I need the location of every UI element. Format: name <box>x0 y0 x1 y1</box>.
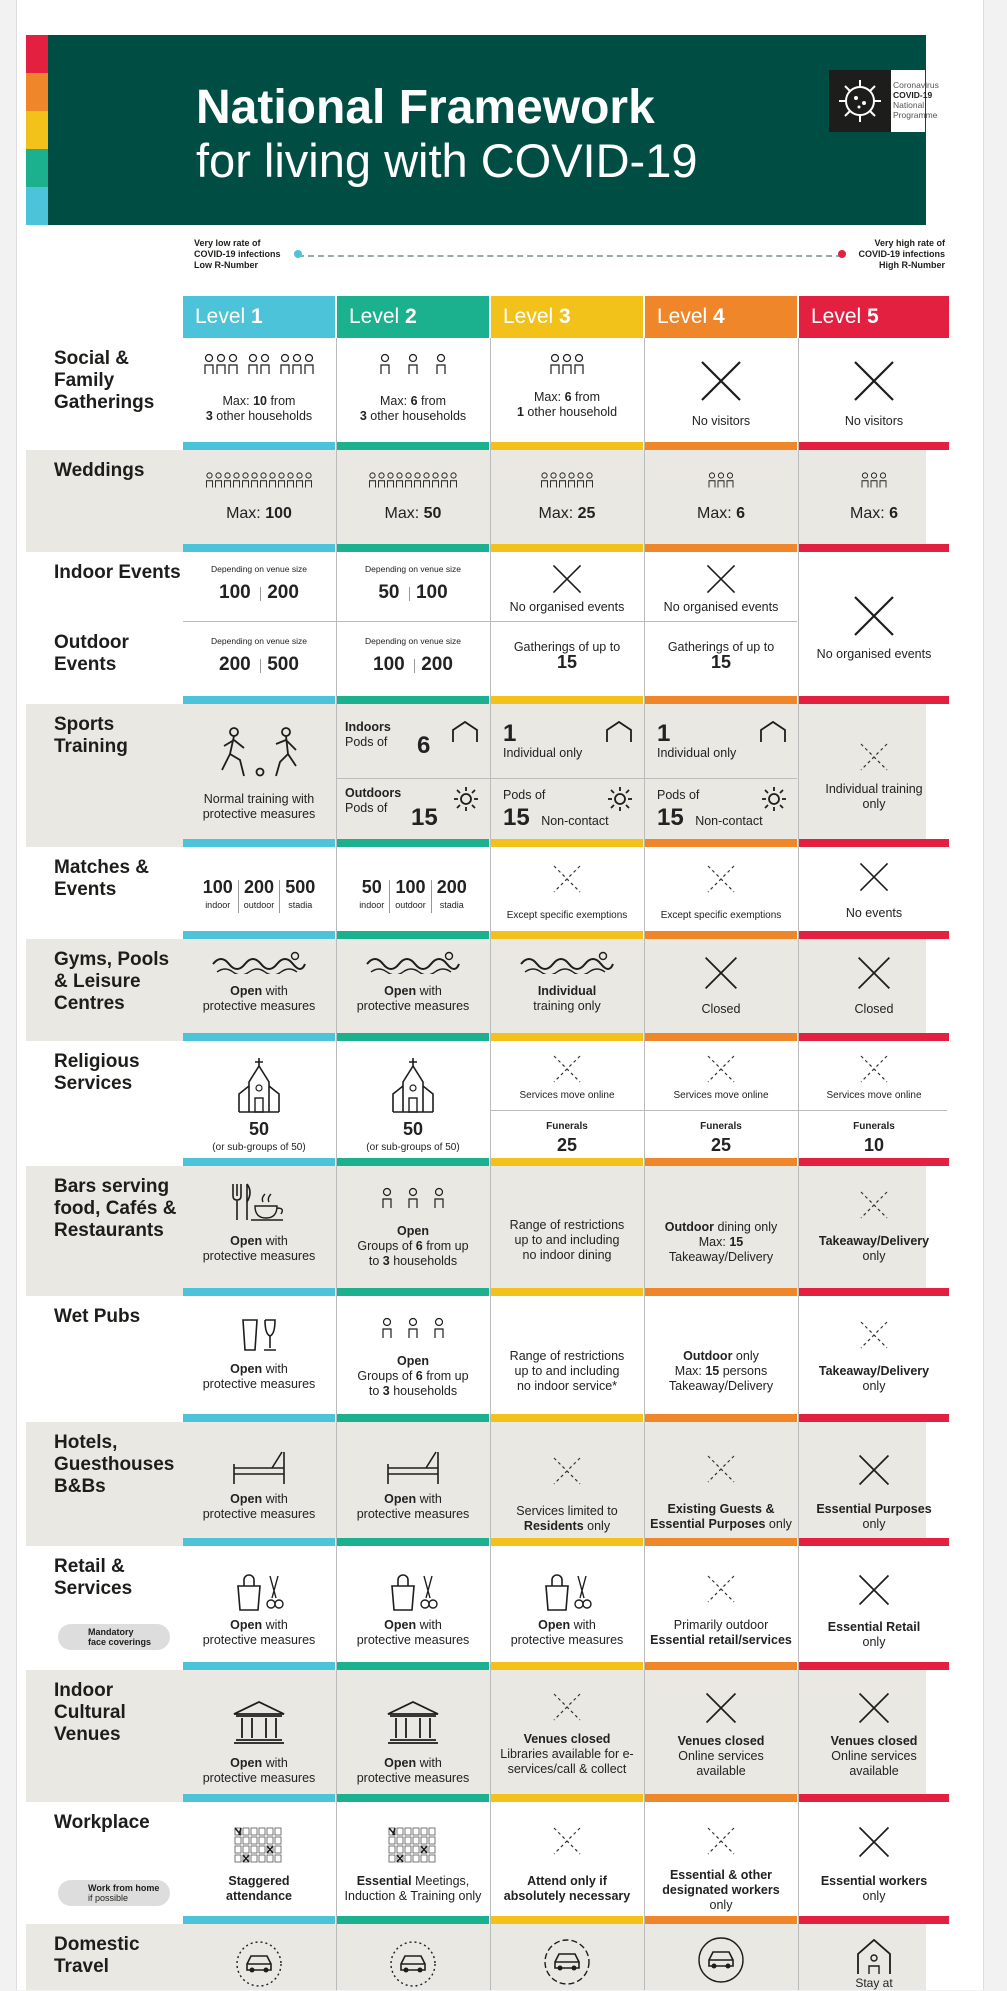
category-label: Wet Pubs <box>54 1306 141 1327</box>
category-label: Bars serving food, Cafés & Restaurants <box>54 1176 177 1241</box>
sports-l4-indoor: 1 Individual only <box>645 712 797 778</box>
cultural-l4: Venues closed Online services available <box>645 1692 797 1792</box>
desk-grid-icon <box>233 1826 285 1866</box>
domestic-l4 <box>645 1936 797 1986</box>
cutlery-cup-icon <box>229 1182 289 1222</box>
dashed-cross-icon <box>552 864 582 894</box>
level-bar <box>799 1288 949 1296</box>
indoor-roof-icon <box>451 720 479 744</box>
dashed-cross-icon <box>552 1826 582 1856</box>
sports-l3-outdoor: Pods of 15 Non-contact <box>491 778 643 844</box>
bars-l1: Open with protective measures <box>183 1182 335 1282</box>
shopping-bag-scissors-icon <box>234 1572 284 1612</box>
indoor-l4: No organised events <box>645 564 797 620</box>
level-bar <box>183 1538 335 1546</box>
workplace-l2: Essential Meetings, Induction & Training only <box>337 1826 489 1916</box>
retail-l3: Open with protective measures <box>491 1572 643 1652</box>
indoor-roof-icon <box>759 720 787 744</box>
level-bar <box>799 442 949 450</box>
people-icon <box>435 352 447 376</box>
divider <box>183 621 797 622</box>
level-bar <box>799 1414 949 1422</box>
level-bar <box>645 1414 797 1422</box>
hotels-l5: Essential Purposes only <box>799 1454 949 1534</box>
indoor-l3: No organised events <box>491 564 643 620</box>
people-icon <box>205 471 313 489</box>
category-label: Matches & Events <box>54 857 150 900</box>
logo-line: COVID-19 <box>893 90 933 100</box>
indoor-roof-icon <box>605 720 633 744</box>
face-coverings-pill: Mandatory face coverings <box>58 1624 170 1650</box>
cultural-l1: Open with protective measures <box>183 1700 335 1790</box>
people-icon <box>379 352 391 376</box>
level-bar <box>491 1916 643 1924</box>
level-2-header: Level 2 <box>337 296 489 338</box>
workplace-l1: Staggered attendance <box>183 1826 335 1916</box>
sports-l1: Normal training with protective measures <box>183 726 335 838</box>
weddings-l1: Max: 100 <box>183 468 335 548</box>
desk-grid-icon <box>387 1826 439 1866</box>
people-icon <box>279 352 315 376</box>
level-bar <box>799 1916 949 1924</box>
weddings-l5: Max: 6 <box>799 468 949 548</box>
football-players-icon <box>214 726 304 782</box>
religious-online-l5: Services move online <box>799 1054 949 1108</box>
level-4-header: Level 4 <box>645 296 797 338</box>
category-label: Outdoor Events <box>54 632 129 675</box>
people-icon <box>540 471 594 489</box>
level-1-header: Level 1 <box>183 296 335 338</box>
workplace-l5: Essential workers only <box>799 1826 949 1916</box>
dashed-cross-icon <box>706 1054 736 1084</box>
retail-l1: Open with protective measures <box>183 1572 335 1652</box>
gyms-l5: Closed <box>799 956 949 1036</box>
dashed-cross-icon <box>859 742 889 772</box>
weddings-l2: Max: 50 <box>337 468 489 548</box>
matches-l5: No events <box>799 862 949 932</box>
sun-icon <box>607 786 633 812</box>
level-bar <box>799 1794 949 1802</box>
people-icon <box>861 471 888 489</box>
car-icon <box>235 1940 283 1988</box>
level-bar <box>645 1794 797 1802</box>
level-bar <box>491 1662 643 1670</box>
level-bar <box>337 696 489 704</box>
level-bar <box>645 1916 797 1924</box>
programme-logo <box>829 70 939 132</box>
category-label: Workplace <box>54 1812 150 1833</box>
outdoor-l5: No organised events <box>799 595 949 685</box>
people-icon <box>407 1316 419 1340</box>
category-label: Gyms, Pools & Leisure Centres <box>54 949 170 1014</box>
dashed-cross-icon <box>859 1054 889 1084</box>
people-icon <box>433 1186 445 1210</box>
wetpubs-l5: Takeaway/Delivery only <box>799 1320 949 1410</box>
social-l1: Max: 10 from 3 other households <box>183 352 335 442</box>
divider <box>491 1110 947 1111</box>
domestic-l1 <box>183 1940 335 1990</box>
level-bar <box>183 1794 335 1802</box>
category-label: Religious Services <box>54 1051 140 1094</box>
header-banner <box>26 35 939 225</box>
level-bar <box>799 931 949 939</box>
logo-line: National <box>893 100 925 110</box>
hotels-l3: Services limited to Residents only <box>491 1456 643 1536</box>
work-from-home-pill: Work from home if possible <box>58 1880 170 1906</box>
category-label: Indoor Cultural Venues <box>54 1680 126 1745</box>
category-label: Domestic Travel <box>54 1934 140 1977</box>
church-icon <box>237 1056 281 1114</box>
level-bar <box>491 1794 643 1802</box>
sports-l2-outdoors: Outdoors Pods of 15 <box>337 778 489 844</box>
people-icon <box>203 352 239 376</box>
weddings-l4: Max: 6 <box>645 468 797 548</box>
cross-icon <box>859 862 889 892</box>
dashed-cross-icon <box>859 1320 889 1350</box>
scale-low: Very low rate of COVID-19 infections Low R-Number <box>194 238 281 270</box>
bars-l4: Outdoor dining only Max: 15 Takeaway/Delivery <box>664 1220 778 1264</box>
category-label: Indoor Events <box>54 562 181 583</box>
car-icon <box>389 1940 437 1988</box>
domestic-l2 <box>337 1940 489 1990</box>
outdoor-l2: Depending on venue size 100 200 <box>365 636 461 675</box>
bed-icon <box>232 1448 286 1486</box>
workplace-l3: Attend only if absolutely necessary <box>491 1826 643 1916</box>
dashed-cross-icon <box>552 1054 582 1084</box>
social-l5: No visitors <box>799 360 949 440</box>
scale-high: Very high rate of COVID-19 infections High R-Number <box>858 238 945 270</box>
level-bar <box>799 839 949 847</box>
dashed-cross-icon <box>706 1454 736 1484</box>
level-bar <box>183 442 335 450</box>
level-bar <box>799 1538 949 1546</box>
outdoor-l1: Depending on venue size 200 500 <box>211 636 307 675</box>
people-icon <box>368 471 458 489</box>
cultural-l5: Venues closed Online services available <box>799 1692 949 1792</box>
cross-icon <box>704 956 738 990</box>
dashed-cross-icon <box>552 1692 582 1722</box>
level-bar <box>645 442 797 450</box>
retail-l2: Open with protective measures <box>337 1572 489 1652</box>
car-icon <box>543 1938 591 1986</box>
weddings-l3: Max: 25 <box>491 468 643 548</box>
level-bar <box>491 442 643 450</box>
car-icon <box>697 1936 745 1984</box>
level-3-header: Level 3 <box>491 296 643 338</box>
wetpubs-l1: Open with protective measures <box>183 1316 335 1416</box>
scale-dot-low <box>294 250 302 258</box>
cross-icon <box>700 360 742 402</box>
cross-icon <box>706 564 736 594</box>
sports-l4-outdoor: Pods of 15 Non-contact <box>645 778 797 844</box>
level-bar <box>183 1662 335 1670</box>
gyms-l3: Individual training only <box>491 950 643 1030</box>
people-icon <box>549 352 585 376</box>
sun-icon <box>453 786 479 812</box>
retail-l4: Primarily outdoor Essential retail/services <box>645 1574 797 1654</box>
religious-funerals-l5: Funerals 10 <box>853 1121 895 1155</box>
level-bar <box>491 1288 643 1296</box>
dashed-cross-icon <box>859 1190 889 1220</box>
religious-l1: 50 (or sub-groups of 50) <box>183 1056 335 1160</box>
religious-online-l3: Services move online <box>491 1054 643 1108</box>
level-bar <box>183 696 335 704</box>
cultural-l3: Venues closed Libraries available for e-services/call & collect <box>491 1692 643 1792</box>
sports-l5: Individual training only <box>799 742 949 832</box>
domestic-l5: Stay at <box>799 1936 949 1990</box>
museum-icon <box>386 1700 440 1744</box>
level-bar <box>337 442 489 450</box>
wetpubs-l3: Range of restrictions up to and including no indoor service* <box>509 1349 625 1393</box>
hotels-l1: Open with protective measures <box>183 1448 335 1528</box>
bars-l5: Takeaway/Delivery only <box>799 1190 949 1280</box>
matches-l2: 50 indoor 100 outdoor 200 stadia <box>337 856 489 936</box>
level-bar <box>337 1916 489 1924</box>
swimming-waves-icon <box>365 950 461 974</box>
bars-l2: Open Groups of 6 from up to 3 households <box>337 1186 489 1286</box>
level-bar <box>183 839 335 847</box>
people-icon <box>433 1316 445 1340</box>
cross-icon <box>858 1692 890 1724</box>
drinks-icon <box>239 1316 279 1352</box>
people-icon <box>407 352 419 376</box>
indoor-l2: Depending on venue size 50 100 <box>365 564 461 603</box>
cross-icon <box>858 1826 890 1858</box>
indoor-l1: Depending on venue size 100 200 <box>211 564 307 603</box>
museum-icon <box>232 1700 286 1744</box>
divider <box>337 778 797 779</box>
wetpubs-l2: Open Groups of 6 from up to 3 households <box>337 1316 489 1416</box>
religious-online-l4: Services move online <box>645 1054 797 1108</box>
category-label: Retail & Services <box>54 1556 133 1599</box>
hotels-l2: Open with protective measures <box>337 1448 489 1528</box>
religious-funerals-l4: Funerals 25 <box>700 1121 742 1155</box>
people-icon <box>381 1316 393 1340</box>
gyms-l4: Closed <box>645 956 797 1036</box>
religious-funerals-l3: Funerals 25 <box>546 1121 588 1155</box>
level-bar <box>799 696 949 704</box>
category-label: Hotels, Guesthouses B&Bs <box>54 1432 175 1497</box>
shopping-bag-scissors-icon <box>542 1572 592 1612</box>
level-bar <box>337 1662 489 1670</box>
level-bar <box>183 1033 335 1041</box>
sports-l2-indoors: Indoors Pods of 6 <box>337 712 489 778</box>
level-bar <box>337 1288 489 1296</box>
level-bar <box>337 1538 489 1546</box>
workplace-l4: Essential & other designated workers only <box>645 1826 797 1916</box>
wetpubs-l4: Outdoor only Max: 15 persons Takeaway/Delivery <box>668 1349 774 1393</box>
sports-l3-indoor: 1 Individual only <box>491 712 643 778</box>
color-stripes <box>26 35 48 225</box>
level-bar <box>645 1288 797 1296</box>
stay-home-icon <box>854 1936 894 1976</box>
level-bar <box>491 1414 643 1422</box>
retail-l5: Essential Retail only <box>799 1574 949 1654</box>
people-icon <box>708 471 735 489</box>
sun-icon <box>761 786 787 812</box>
cross-icon <box>857 956 891 990</box>
category-label: Sports Training <box>54 714 128 757</box>
matches-l3: Except specific exemptions <box>491 864 643 934</box>
category-label: Social & Family Gatherings <box>54 348 155 413</box>
dashed-cross-icon <box>706 1826 736 1856</box>
domestic-l3 <box>491 1938 643 1988</box>
cross-icon <box>552 564 582 594</box>
virus-icon <box>829 70 891 132</box>
dashed-cross-icon <box>706 864 736 894</box>
title-line-2: for living with COVID-19 <box>196 134 698 187</box>
social-l2: Max: 6 from 3 other households <box>337 352 489 442</box>
cross-icon <box>853 360 895 402</box>
level-bar <box>491 1033 643 1041</box>
cultural-l2: Open with protective measures <box>337 1700 489 1790</box>
matches-l4: Except specific exemptions <box>645 864 797 934</box>
social-l3: Max: 6 from 1 other household <box>491 352 643 442</box>
shopping-bag-scissors-icon <box>388 1572 438 1612</box>
outdoor-l4: Gatherings of up to 15 <box>667 640 775 672</box>
gyms-l2: Open with protective measures <box>337 950 489 1030</box>
logo-line: Coronavirus <box>893 80 939 90</box>
dashed-cross-icon <box>552 1456 582 1486</box>
category-label: Weddings <box>54 460 145 481</box>
church-icon <box>391 1056 435 1114</box>
outdoor-l3: Gatherings of up to 15 <box>513 640 621 672</box>
cross-icon <box>858 1454 890 1486</box>
bars-l3: Range of restrictions up to and including no indoor dining <box>509 1218 625 1262</box>
matches-l1: 100 indoor 200 outdoor 500 stadia <box>183 856 335 936</box>
bed-icon <box>386 1448 440 1486</box>
people-icon <box>381 1186 393 1210</box>
cross-icon <box>705 1692 737 1724</box>
people-icon <box>407 1186 419 1210</box>
hotels-l4: Existing Guests & Essential Purposes only <box>645 1454 797 1534</box>
title-line-1: National Framework <box>196 81 655 134</box>
level-bar <box>183 1288 335 1296</box>
swimming-waves-icon <box>211 950 307 974</box>
level-bar <box>645 1538 797 1546</box>
logo-line: Programme <box>893 110 938 120</box>
swimming-waves-icon <box>519 950 615 974</box>
scale-line <box>298 255 842 257</box>
gyms-l1: Open with protective measures <box>183 950 335 1030</box>
level-bar <box>183 1916 335 1924</box>
social-l4: No visitors <box>645 360 797 440</box>
level-5-header: Level 5 <box>799 296 949 338</box>
level-bar <box>645 1662 797 1670</box>
cross-icon <box>858 1574 890 1606</box>
dashed-cross-icon <box>706 1574 736 1604</box>
level-bar <box>799 1662 949 1670</box>
level-bar <box>337 1794 489 1802</box>
cross-icon <box>853 595 895 637</box>
level-bar <box>337 1033 489 1041</box>
level-bar <box>491 1538 643 1546</box>
people-icon <box>247 352 271 376</box>
religious-l2: 50 (or sub-groups of 50) <box>337 1056 489 1160</box>
